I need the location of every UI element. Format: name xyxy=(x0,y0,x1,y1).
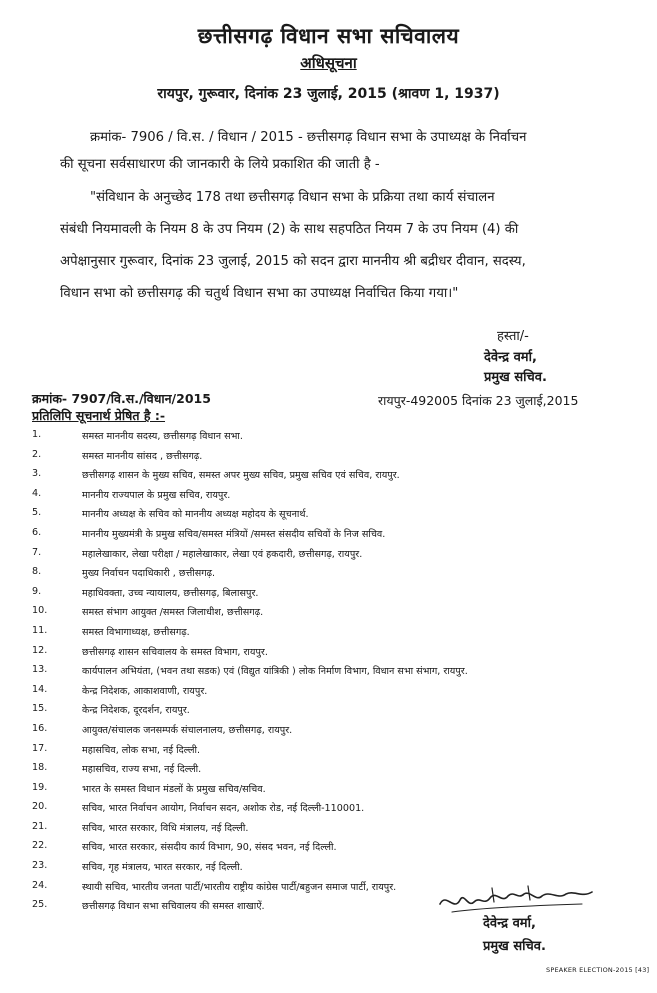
list-item xyxy=(32,759,632,779)
list-item-text: सचिव, भारत सरकार, विधि मंत्रालय, नई दिल्ली. xyxy=(82,822,249,834)
list-item xyxy=(32,583,632,603)
list-item xyxy=(32,544,632,564)
list-item-number: 15. xyxy=(32,703,48,715)
list-item-text: महासचिव, लोक सभा, नई दिल्ली. xyxy=(82,744,201,756)
list-item-number: 25. xyxy=(32,899,48,911)
recipient-list xyxy=(32,426,632,916)
list-item xyxy=(32,642,632,662)
list-item-number: 24. xyxy=(32,879,48,891)
body-line-2: की सूचना सर्वसाधारण की जानकारी के लिये प्रकाशित की जाती है - xyxy=(60,157,380,172)
list-item-number: 18. xyxy=(32,762,48,774)
list-item xyxy=(32,426,632,446)
list-item xyxy=(32,465,632,485)
list-item-number: 23. xyxy=(32,860,48,872)
list-item-text: छत्तीसगढ़ शासन सचिवालय के समस्त विभाग, रायपुर. xyxy=(82,646,268,658)
list-item-text: महाधिवक्ता, उच्च न्यायालय, छत्तीसगढ़, बिलासपुर. xyxy=(82,587,259,599)
list-item xyxy=(32,602,632,622)
body-line-1: क्रमांक- 7906 / वि.स. / विधान / 2015 - छत्तीसगढ़ विधान सभा के उपाध्यक्ष के निर्वाचन xyxy=(90,130,527,145)
reference-place-date: रायपुर-492005 दिनांक 23 जुलाई,2015 xyxy=(378,393,579,408)
list-item-number: 5. xyxy=(32,507,42,519)
list-item-text: छत्तीसगढ़ विधान सभा सचिवालय की समस्त शाखाऐं. xyxy=(82,901,265,913)
list-item xyxy=(32,446,632,466)
body-line-3: "संविधान के अनुच्छेद 178 तथा छत्तीसगढ़ विधान सभा के प्रक्रिया तथा कार्य संचालन xyxy=(90,190,495,205)
list-item-number: 13. xyxy=(32,664,48,676)
list-item xyxy=(32,485,632,505)
list-item xyxy=(32,563,632,583)
list-item-text: छत्तीसगढ़ शासन के मुख्य सचिव, समस्त अपर मुख्य सचिव, प्रमुख सचिव एवं सचिव, रायपुर. xyxy=(82,470,400,482)
list-item-number: 22. xyxy=(32,840,48,852)
list-item-number: 21. xyxy=(32,820,48,832)
notification-heading-text: अधिसूचना xyxy=(300,54,357,72)
list-item-text: समस्त संभाग आयुक्त /समस्त जिलाधीश, छत्तीसगढ़. xyxy=(82,607,264,619)
list-item-number: 1. xyxy=(32,429,42,440)
body-line-6: विधान सभा को छत्तीसगढ़ की चतुर्थ विधान सभा का उपाध्यक्ष निर्वाचित किया गया।" xyxy=(60,286,459,301)
list-item xyxy=(32,661,632,681)
list-item-number: 17. xyxy=(32,742,48,754)
list-item xyxy=(32,622,632,642)
list-item xyxy=(32,798,632,818)
list-item-text: सचिव, भारत निर्वाचन आयोग, निर्वाचन सदन, अशोक रोड, नई दिल्ली-110001. xyxy=(82,803,365,815)
list-item xyxy=(32,700,632,720)
list-item-text: कार्यपालन अभियंता, (भवन तथा सडक) एवं (विद्युत यांत्रिकी ) लोक निर्माण विभाग, विधान सभा संभाग, रायपुर. xyxy=(82,666,468,678)
list-item-text: केन्द्र निदेशक, दूरदर्शन, रायपुर. xyxy=(82,705,190,717)
list-item-number: 16. xyxy=(32,722,48,734)
list-item-number: 9. xyxy=(32,585,42,597)
list-item-text: स्थायी सचिव, भारतीय जनता पार्टी/भारतीय राष्ट्रीय कांग्रेस पार्टी/बहुजन समाज पार्टी, रायपुर. xyxy=(82,881,397,893)
list-item-text: भारत के समस्त विधान मंडलों के प्रमुख सचिव/सचिव. xyxy=(82,783,266,795)
list-item-text: माननीय राज्यपाल के प्रमुख सचिव, रायपुर. xyxy=(82,489,231,501)
list-item-text: सचिव, गृह मंत्रालय, भारत सरकार, नई दिल्ली. xyxy=(82,862,243,874)
list-item-text: महालेखाकार, लेखा परीक्षा / महालेखाकार, लेखा एवं हकदारी, छत्तीसगढ़, रायपुर. xyxy=(82,548,363,560)
list-item xyxy=(32,740,632,760)
list-item xyxy=(32,818,632,838)
list-item xyxy=(32,524,632,544)
signatory-designation-2: प्रमुख सचिव. xyxy=(483,939,546,954)
list-item-number: 19. xyxy=(32,781,48,793)
list-item-number: 10. xyxy=(32,605,48,617)
list-item-number: 20. xyxy=(32,801,48,813)
body-line-5: अपेक्षानुसार गुरूवार, दिनांक 23 जुलाई, 2015 को सदन द्वारा माननीय श्री बद्रीधर दीवान, सदस्य, xyxy=(60,254,526,269)
list-item-text: समस्त विभागाध्यक्ष, छत्तीसगढ़. xyxy=(82,626,190,638)
list-item-text: महासचिव, राज्य सभा, नई दिल्ली. xyxy=(82,764,202,776)
list-item-text: माननीय मुख्यमंत्री के प्रमुख सचिव/समस्त मंत्रियों /समस्त संसदीय सचिवों के निज सचिव. xyxy=(82,528,386,540)
list-item xyxy=(32,720,632,740)
list-item xyxy=(32,779,632,799)
list-item-text: समस्त माननीय सांसद , छत्तीसगढ़. xyxy=(82,450,203,462)
list-item-number: 3. xyxy=(32,468,42,480)
list-item-number: 12. xyxy=(32,644,48,656)
notification-heading xyxy=(0,53,657,73)
list-item-text: सचिव, भारत सरकार, संसदीय कार्य विभाग, 90, संसद भवन, नई दिल्ली. xyxy=(82,842,337,854)
list-item-text: मुख्य निर्वाचन पदाधिकारी , छत्तीसगढ़. xyxy=(82,568,216,580)
dateline: रायपुर, गुरूवार, दिनांक 23 जुलाई, 2015 (श्रावण 1, 1937) xyxy=(157,86,500,102)
copy-heading: प्रतिलिपि सूचनार्थ प्रेषित है :- xyxy=(32,408,166,423)
reference-number: क्रमांक- 7907/वि.स./विधान/2015 xyxy=(32,391,211,406)
signatory-name-2: देवेन्द्र वर्मा, xyxy=(483,916,536,931)
signature-sd: हस्ता/- xyxy=(497,329,529,344)
list-item-text: माननीय अध्यक्ष के सचिव को माननीय अध्यक्ष महोदय के सूचनार्थ. xyxy=(82,509,309,521)
list-item-number: 2. xyxy=(32,448,42,460)
list-item xyxy=(32,504,632,524)
list-item-number: 11. xyxy=(32,624,48,636)
page-title: छत्तीसगढ़ विधान सभा सचिवालय xyxy=(197,24,460,48)
list-item-number: 8. xyxy=(32,566,42,578)
list-item-number: 4. xyxy=(32,487,42,499)
list-item-text: केन्द्र निदेशक, आकाशवाणी, रायपुर. xyxy=(82,685,208,697)
list-item-text: आयुक्त/संचालक जनसम्पर्क संचालनालय, छत्तीसगढ़, रायपुर. xyxy=(82,724,293,736)
signatory-name: देवेन्द्र वर्मा, xyxy=(484,350,537,365)
list-item-number: 14. xyxy=(32,683,48,695)
page-footer: SPEAKER ELECTION-2015 [43] xyxy=(546,966,650,974)
body-line-4: संबंधी नियमावली के नियम 8 के उप नियम (2) के साथ सहपठित नियम 7 के उप नियम (4) की xyxy=(60,222,519,237)
list-item-text: समस्त माननीय सदस्य, छत्तीसगढ़ विधान सभा. xyxy=(82,431,243,442)
list-item-number: 6. xyxy=(32,526,42,538)
list-item xyxy=(32,857,632,877)
list-item xyxy=(32,837,632,857)
list-item xyxy=(32,681,632,701)
signatory-designation: प्रमुख सचिव. xyxy=(484,370,547,385)
list-item-number: 7. xyxy=(32,546,42,558)
